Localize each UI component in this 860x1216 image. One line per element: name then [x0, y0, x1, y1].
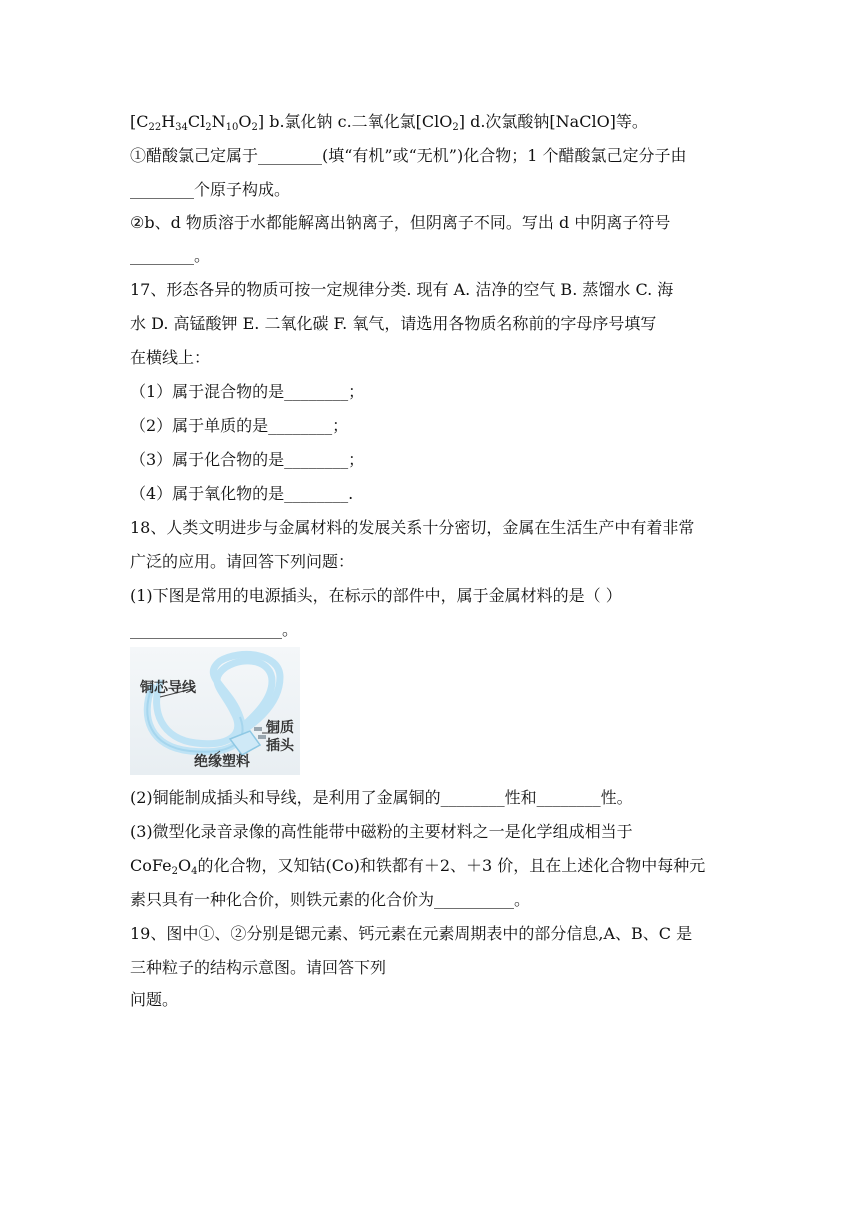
question-18-sub-2: (2)铜能制成插头和导线，是利用了金属铜的________性和________性。 — [130, 788, 633, 807]
power-plug-figure — [130, 647, 300, 775]
question-18-sub-3: (3)微型化录音录像的高性能带中磁粉的主要材料之一是化学组成相当于 — [130, 822, 633, 841]
label-copper-wire: 铜芯导线 — [140, 680, 196, 696]
question-19-line: 三种粒子的结构示意图。请回答下列 — [130, 958, 387, 977]
text-line: ①醋酸氯己定属于________(填“有机”或“无机”)化合物；1 个醋酸氯己定分子由 — [130, 146, 687, 165]
label-insulation: 绝缘塑料 — [194, 754, 250, 770]
question-17-sub-2: （2）属于单质的是________； — [130, 416, 349, 435]
question-18-sub-3-line: 素只具有一种化合价，则铁元素的化合价为__________。 — [130, 890, 531, 909]
text-line: ②b、d 物质溶于水都能解离出钠离子，但阴离子不同。写出 d 中阴离子符号 — [130, 213, 671, 232]
label-copper-plug-1: 铜质 — [266, 720, 294, 736]
question-17-line: 水 D. 高锰酸钾 E. 二氧化碳 F. 氧气，请选用各物质名称前的字母序号填写 — [130, 314, 657, 333]
question-19-line: 问题。 — [130, 990, 179, 1009]
question-17-sub-1: （1）属于混合物的是________； — [130, 382, 365, 401]
question-17-sub-3: （3）属于化合物的是________； — [130, 450, 365, 469]
answer-blank: ___________________。 — [130, 620, 299, 639]
text-line: $[C_{22}H_{34}Cl_2N_{10}O_2]$ b.氯化钠 c.二氧化氯[ClO$_2$] d.次氯酸钠[NaClO]等。 — [130, 112, 648, 133]
question-17-line: 在横线上： — [130, 348, 211, 367]
question-18-line: 18、人类文明进步与金属材料的发展关系十分密切，金属在生活生产中有着非常 — [130, 518, 695, 537]
question-18-sub-3-formula: $CoFe_2O_4$的化合物，又知钴(Co)和铁都有＋2、＋3 价，且在上述化合物中每种元 — [130, 856, 706, 877]
question-18-sub-1: (1)下图是常用的电源插头，在标示的部件中，属于金属材料的是（ ） — [130, 586, 622, 605]
question-18-line: 广泛的应用。请回答下列问题： — [130, 552, 355, 571]
label-copper-plug-2: 插头 — [266, 738, 294, 754]
text-line: ________个原子构成。 — [130, 180, 291, 199]
question-17-line: 17、形态各异的物质可按一定规律分类. 现有 A. 洁净的空气 B. 蒸馏水 C. 海 — [130, 280, 674, 299]
question-17-sub-4: （4）属于氧化物的是________. — [130, 484, 354, 503]
text-line: ________。 — [130, 246, 211, 265]
question-19-line: 19、图中①、②分别是锶元素、钙元素在元素周期表中的部分信息,A、B、C 是 — [130, 924, 693, 943]
